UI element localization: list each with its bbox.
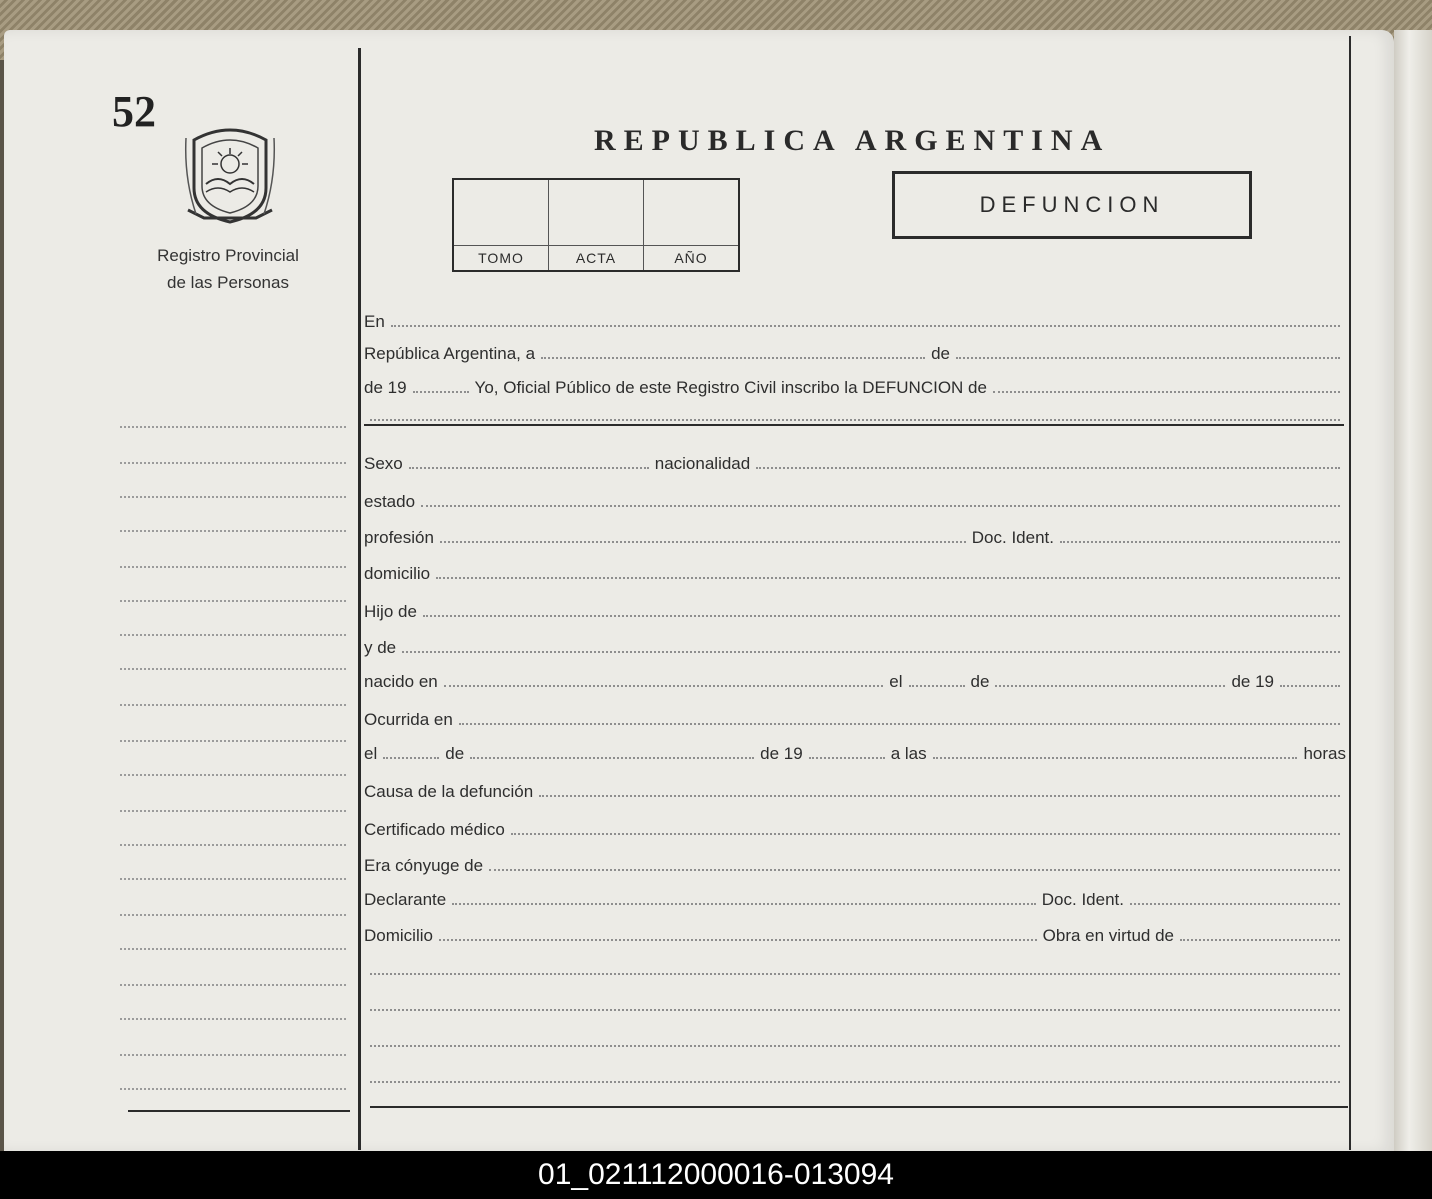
tomo-label: TOMO: [454, 245, 548, 270]
margin-line: [120, 740, 346, 742]
day-field[interactable]: [541, 357, 925, 359]
death-month-field[interactable]: [470, 757, 754, 759]
estado-label: estado: [364, 492, 416, 511]
margin-line: [120, 462, 346, 464]
sexo-label: Sexo: [364, 454, 403, 473]
republica-label: República Argentina, a: [364, 344, 536, 363]
row-blank: [364, 992, 1346, 1016]
doc-ident-field[interactable]: [1060, 541, 1340, 543]
causa-label: Causa de la defunción: [364, 782, 534, 801]
doc-ident-label: Doc. Ident.: [971, 528, 1054, 547]
de19-label: de 19: [364, 378, 407, 397]
year-field[interactable]: [413, 391, 469, 393]
section-divider: [364, 424, 1344, 426]
domicilio-label: domicilio: [364, 564, 431, 583]
next-page-edge: [1394, 30, 1432, 1152]
conyuge-field[interactable]: [489, 869, 1340, 871]
deceased-name-continuation-field[interactable]: [370, 419, 1340, 421]
image-caption: 01_021112000016-013094: [0, 1151, 1432, 1199]
el-label: el: [364, 744, 378, 763]
de-label: de: [970, 672, 990, 691]
right-border: [1349, 36, 1351, 1150]
birth-day-field[interactable]: [909, 685, 965, 687]
row-conyuge: [364, 852, 1346, 876]
blank-field[interactable]: [370, 1009, 1340, 1011]
el-label: el: [889, 672, 903, 691]
margin-line: [120, 634, 346, 636]
row-hijo-de: [364, 598, 1346, 622]
margin-line: [120, 530, 346, 532]
death-day-field[interactable]: [383, 757, 439, 759]
margin-line: [120, 810, 346, 812]
row-declaration: [364, 374, 1346, 398]
mother-field[interactable]: [402, 651, 1340, 653]
death-year-field[interactable]: [809, 757, 885, 759]
record-type-box: DEFUNCION: [892, 171, 1252, 239]
row-declarante: [364, 886, 1346, 910]
row-blank: [364, 1028, 1346, 1052]
blank-field[interactable]: [370, 1045, 1340, 1047]
row-nacido-en: [364, 668, 1346, 692]
tomo-cell[interactable]: [454, 180, 549, 270]
sexo-field[interactable]: [409, 467, 649, 469]
en-label: En: [364, 312, 385, 331]
de-label: de: [931, 344, 950, 363]
causa-field[interactable]: [539, 795, 1340, 797]
registry-line-2: de las Personas: [167, 273, 289, 292]
obra-label: Obra en virtud de: [1042, 926, 1174, 945]
seal: [184, 118, 276, 228]
page-title: REPUBLICA ARGENTINA: [594, 124, 1111, 157]
declarante-domicilio-field[interactable]: [439, 939, 1037, 941]
row-republica: [364, 340, 1346, 364]
row-y-de: [364, 634, 1346, 658]
page-number: 52: [112, 87, 156, 136]
margin-bottom-rule: [128, 1110, 350, 1112]
row-causa: [364, 778, 1346, 802]
row-certificado: [364, 816, 1346, 840]
margin-line: [120, 668, 346, 670]
registry-name: [128, 242, 328, 296]
margin-line: [120, 844, 346, 846]
misiones-coat-of-arms-icon: [184, 118, 276, 228]
month-field[interactable]: [956, 357, 1340, 359]
de19-label: de 19: [1231, 672, 1274, 691]
margin-line: [120, 496, 346, 498]
registry-line-1: Registro Provincial: [157, 246, 299, 265]
margin-line: [120, 984, 346, 986]
margin-line: [120, 914, 346, 916]
declarante-label: Declarante: [364, 890, 447, 909]
conyuge-label: Era cónyuge de: [364, 856, 484, 875]
de19-label: de 19: [760, 744, 803, 763]
ocurrida-en-label: Ocurrida en: [364, 710, 453, 729]
birth-month-field[interactable]: [995, 685, 1225, 687]
nacionalidad-field[interactable]: [756, 467, 1340, 469]
blank-field[interactable]: [370, 1081, 1340, 1083]
birth-year-field[interactable]: [1280, 685, 1340, 687]
acta-label: ACTA: [549, 245, 643, 270]
horas-label: horas: [1303, 744, 1346, 763]
margin-divider: [358, 48, 361, 1150]
death-hour-field[interactable]: [933, 757, 1298, 759]
estado-field[interactable]: [421, 505, 1340, 507]
declarante-field[interactable]: [452, 903, 1036, 905]
row-en: [364, 308, 1346, 332]
profesion-label: profesión: [364, 528, 434, 547]
margin-line: [120, 878, 346, 880]
margin-line: [120, 1088, 346, 1090]
domicilio-field[interactable]: [436, 577, 1340, 579]
form-bottom-rule: [370, 1106, 1348, 1108]
acta-cell[interactable]: [549, 180, 644, 270]
row-blank: [364, 1064, 1346, 1088]
reference-table: [452, 178, 740, 272]
birthplace-field[interactable]: [444, 685, 884, 687]
row-estado: [364, 488, 1346, 512]
profesion-field[interactable]: [440, 541, 966, 543]
margin-line: [120, 426, 346, 428]
y-de-label: y de: [364, 638, 397, 657]
nacido-en-label: nacido en: [364, 672, 438, 691]
margin-line: [120, 948, 346, 950]
margin-line: [120, 600, 346, 602]
margin-line: [120, 566, 346, 568]
margin-line: [120, 1018, 346, 1020]
yo-oficial-label: Yo, Oficial Público de este Registro Civil inscribo la DEFUNCION de: [474, 378, 987, 397]
margin-line: [120, 704, 346, 706]
row-domicilio-declarante: [364, 922, 1346, 946]
declarante-doc-field[interactable]: [1130, 903, 1340, 905]
obra-field[interactable]: [1180, 939, 1340, 941]
doc-ident-label: Doc. Ident.: [1041, 890, 1124, 909]
margin-line: [120, 1054, 346, 1056]
row-domicilio: [364, 560, 1346, 584]
certificado-label: Certificado médico: [364, 820, 505, 839]
father-field[interactable]: [423, 615, 1340, 617]
row-profesion: [364, 524, 1346, 548]
anio-cell[interactable]: [644, 180, 738, 270]
row-blank: [364, 956, 1346, 980]
row-sexo: [364, 450, 1346, 474]
hijo-de-label: Hijo de: [364, 602, 417, 621]
anio-label: AÑO: [644, 245, 738, 270]
death-place-field[interactable]: [459, 723, 1340, 725]
de-label: de: [445, 744, 465, 763]
row-continuation: [364, 402, 1346, 426]
row-fecha-defuncion: [364, 740, 1346, 764]
nacionalidad-label: nacionalidad: [654, 454, 751, 473]
en-field[interactable]: [391, 325, 1340, 327]
a-las-label: a las: [890, 744, 927, 763]
deceased-name-field[interactable]: [993, 391, 1340, 393]
domicilio-cap-label: Domicilio: [364, 926, 433, 945]
row-ocurrida-en: [364, 706, 1346, 730]
certificado-field[interactable]: [511, 833, 1340, 835]
blank-field[interactable]: [370, 973, 1340, 975]
margin-line: [120, 774, 346, 776]
